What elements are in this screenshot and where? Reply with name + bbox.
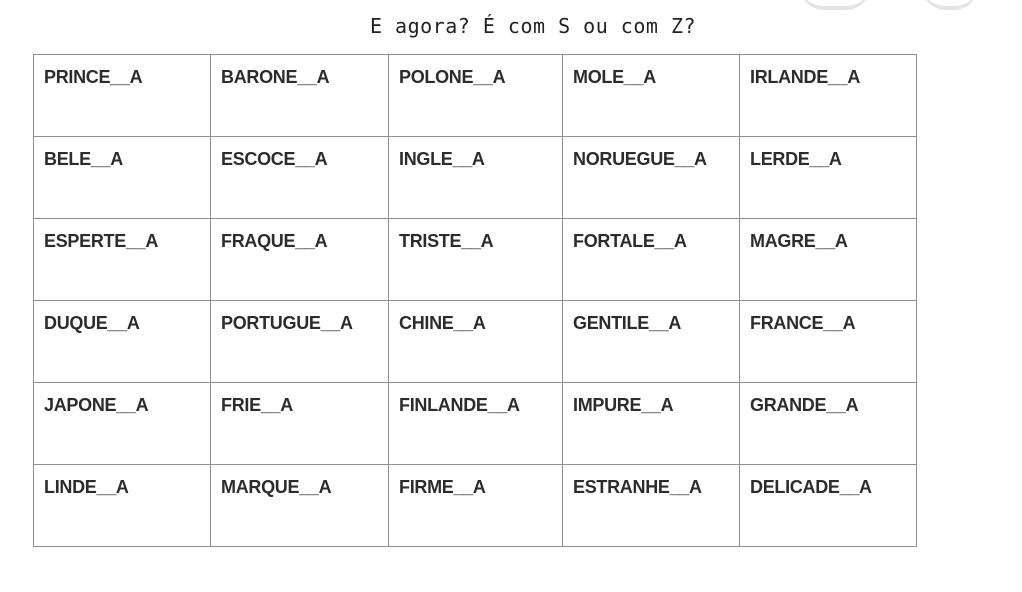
word-cell: [34, 219, 211, 301]
table-row: [34, 219, 917, 301]
word-cell: [211, 465, 389, 547]
table-row: [34, 301, 917, 383]
word-cell: [34, 465, 211, 547]
word-cell: [211, 137, 389, 219]
word-label: FORTALE__A: [573, 231, 687, 251]
word-cell: [389, 219, 563, 301]
word-label: FRAQUE__A: [221, 231, 328, 251]
word-cell: [740, 465, 917, 547]
word-cell: [34, 55, 211, 137]
word-cell: [740, 219, 917, 301]
word-cell: [211, 301, 389, 383]
word-label: MARQUE__A: [221, 477, 332, 497]
word-label: LINDE__A: [44, 477, 129, 497]
table-row: [34, 137, 917, 219]
word-label: TRISTE__A: [399, 231, 494, 251]
word-cell: [563, 55, 740, 137]
word-cell: [211, 55, 389, 137]
word-label: PRINCE__A: [44, 67, 143, 87]
word-label: IMPURE__A: [573, 395, 674, 415]
word-label: GRANDE__A: [750, 395, 859, 415]
table-row: [34, 55, 917, 137]
word-cell: [211, 383, 389, 465]
word-label: ESCOCE__A: [221, 149, 328, 169]
word-label: LERDE__A: [750, 149, 842, 169]
word-label: FIRME__A: [399, 477, 486, 497]
word-cell: [740, 383, 917, 465]
word-cell: [563, 137, 740, 219]
word-cell: [211, 219, 389, 301]
word-label: POLONE__A: [399, 67, 506, 87]
word-label: PORTUGUE__A: [221, 313, 353, 333]
table-row: [34, 465, 917, 547]
word-cell: [34, 301, 211, 383]
word-cell: [740, 301, 917, 383]
word-cell: [34, 137, 211, 219]
word-cell: [389, 137, 563, 219]
word-label: MOLE__A: [573, 67, 656, 87]
word-label: FRANCE__A: [750, 313, 856, 333]
word-label: NORUEGUE__A: [573, 149, 707, 169]
word-cell: [389, 301, 563, 383]
word-cell: [34, 383, 211, 465]
word-label: BELE__A: [44, 149, 123, 169]
word-cell: [389, 465, 563, 547]
word-label: DUQUE__A: [44, 313, 140, 333]
word-label: DELICADE__A: [750, 477, 872, 497]
word-label: FRIE__A: [221, 395, 293, 415]
word-label: CHINE__A: [399, 313, 486, 333]
word-cell: [563, 465, 740, 547]
word-label: IRLANDE__A: [750, 67, 861, 87]
word-label: ESTRANHE__A: [573, 477, 702, 497]
word-table: [33, 54, 917, 547]
word-cell: [389, 383, 563, 465]
word-cell: [740, 55, 917, 137]
word-label: BARONE__A: [221, 67, 330, 87]
word-cell: [740, 137, 917, 219]
word-table-body: [34, 55, 917, 547]
worksheet-title: E agora? É com S ou com Z?: [369, 14, 697, 38]
table-row: [34, 383, 917, 465]
word-cell: [389, 55, 563, 137]
word-cell: [563, 301, 740, 383]
word-label: INGLE__A: [399, 149, 485, 169]
cropped-decoration: [922, 0, 978, 10]
word-label: JAPONE__A: [44, 395, 149, 415]
word-cell: [563, 219, 740, 301]
word-cell: [563, 383, 740, 465]
word-label: GENTILE__A: [573, 313, 682, 333]
word-label: MAGRE__A: [750, 231, 848, 251]
word-label: FINLANDE__A: [399, 395, 520, 415]
cropped-decoration: [800, 0, 870, 10]
word-label: ESPERTE__A: [44, 231, 159, 251]
